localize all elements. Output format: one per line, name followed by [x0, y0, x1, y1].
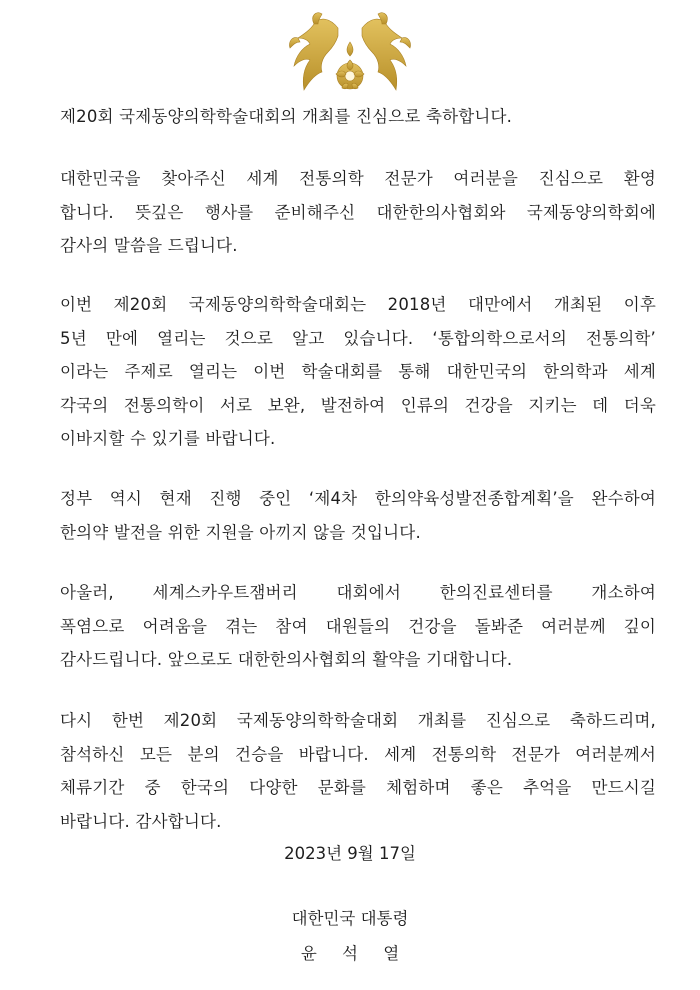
letter-date: 2023년 9월 17일	[284, 844, 416, 863]
text-line: 이바지할 수 있기를 바랍니다.	[60, 429, 276, 448]
text-line: 아울러, 세계스카우트잼버리 대회에서 한의진료센터를 개소하여	[60, 583, 656, 602]
signature-office: 대한민국 대통령	[291, 909, 409, 928]
text-line: 5년 만에 열리는 것으로 알고 있습니다. ‘통합의학으로서의 전통의학’	[60, 328, 656, 348]
text-line: 대한민국을 찾아주신 세계 전통의학 전문가 여러분을 진심으로 환영	[60, 169, 656, 188]
text-line: 다시 한번 제20회 국제동양의학학술대회 개최를 진심으로 축하드리며,	[60, 711, 656, 730]
paragraph-welcome	[60, 162, 656, 263]
presidential-phoenix-emblem-icon	[280, 8, 420, 98]
text-line: 감사의 말씀을 드립니다.	[60, 236, 238, 255]
paragraph-government	[60, 482, 656, 549]
text-line: 체류기간 중 한국의 다양한 문화를 체험하며 좋은 추억을 만드시길	[60, 778, 656, 797]
paragraph-conference	[60, 288, 656, 456]
signature-name: 윤 석 열	[300, 944, 410, 963]
text-line: 각국의 전통의학이 서로 보완, 발전하여 인류의 건강을 지키는 데 더욱	[60, 395, 656, 415]
text-line: 정부 역시 현재 진행 중인 ‘제4차 한의약육성발전종합계획’을 완수하여	[60, 489, 656, 508]
text-line: 한의약 발전을 위한 지원을 아끼지 않을 것입니다.	[60, 522, 421, 542]
text-line: 제20회 국제동양의학학술대회의 개최를 진심으로 축하합니다.	[60, 107, 513, 126]
text-line: 바랍니다. 감사합니다.	[60, 811, 222, 831]
text-line: 폭염으로 어려움을 겪는 참여 대원들의 건강을 돌봐준 여러분께 깊이	[60, 616, 656, 636]
paragraph-congratulations	[60, 100, 656, 134]
paragraph-jamboree	[60, 576, 656, 677]
text-line: 이라는 주제로 열리는 이번 학술대회를 통해 대한민국의 한의학과 세계	[60, 362, 656, 381]
text-line: 합니다. 뜻깊은 행사를 준비해주신 대한한의사협회와 국제동양의학회에	[60, 202, 656, 222]
text-line: 참석하신 모든 분의 건승을 바랍니다. 세계 전통의학 전문가 여러분께서	[60, 744, 656, 764]
text-line: 감사드립니다. 앞으로도 대한한의사협회의 활약을 기대합니다.	[60, 650, 513, 669]
text-line: 이번 제20회 국제동양의학학술대회는 2018년 대만에서 개최된 이후	[60, 295, 656, 314]
paragraph-closing	[60, 704, 656, 838]
